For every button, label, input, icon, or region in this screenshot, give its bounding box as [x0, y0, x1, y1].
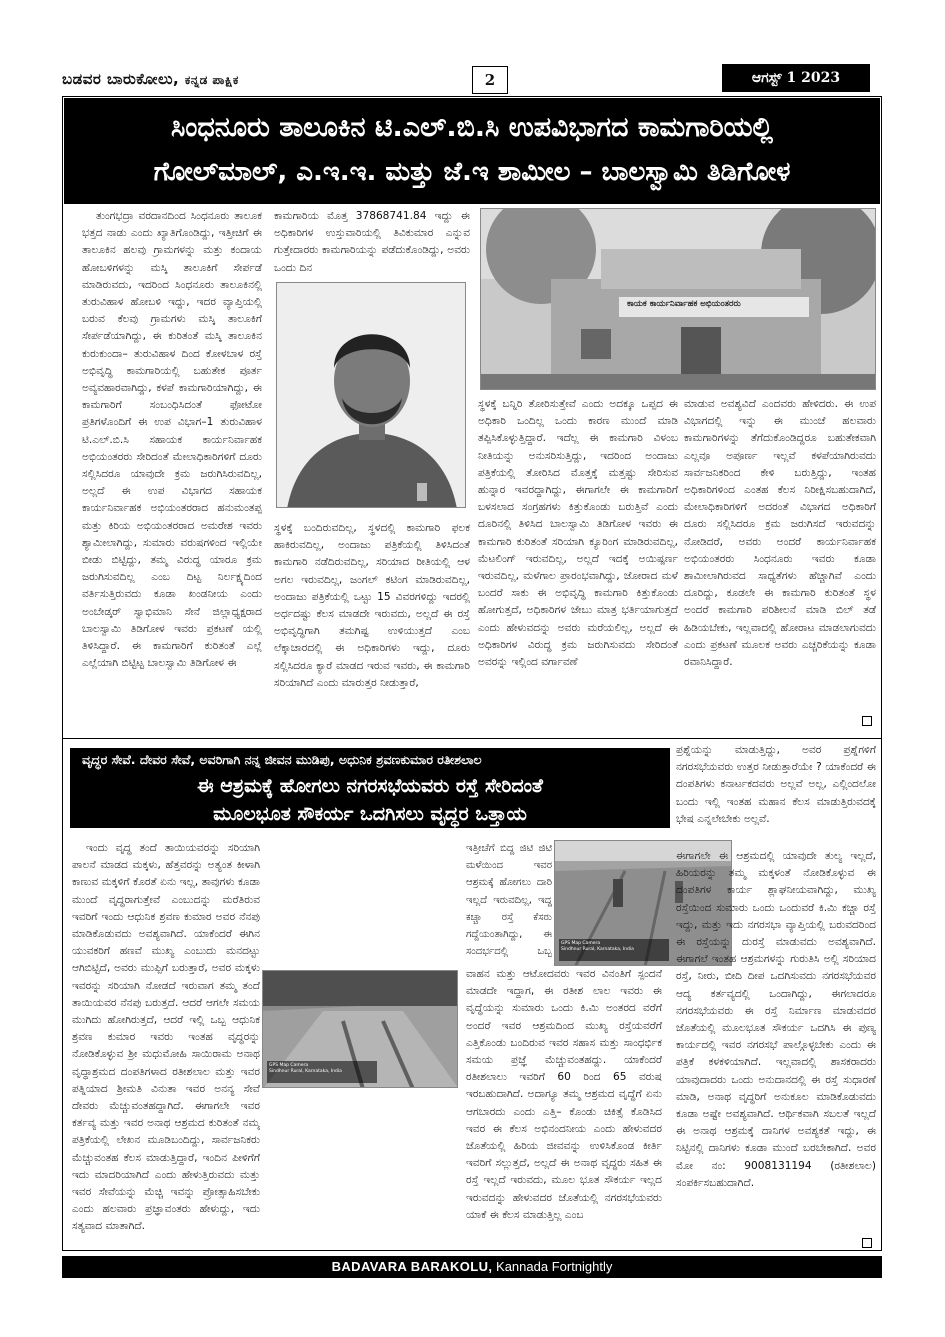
story1-end-mark [862, 716, 872, 726]
story2-headline [70, 772, 670, 828]
paper-subtitle: ಕನ್ನಡ ಪಾಕ್ಷಿಕ [184, 73, 239, 87]
story-divider [62, 738, 882, 739]
issue-date: ಆಗಸ್ಟ್ 1 2023 [722, 64, 870, 92]
person-portrait-image [277, 283, 466, 508]
story1-headline-line2: ಗೋಲ್‌ಮಾಲ್, ಎ.ಇ.ಇ. ಮತ್ತು ಜೆ.ಇ ಶಾಮೀಲ – ಬಾಲಸ್ವಾಮಿ ತಿಡಿಗೋಳ [153, 157, 791, 187]
story2-column-2-top: ಇತ್ತೀಚೆಗೆ ಬಿದ್ದ ಜಿಟಿ ಜಿಟಿ ಮಳೆಯಿಂದ ಇವರ ಆಶ್ರಮಕ್ಕೆ ಹೋಗಲು ದಾರಿ ಇಲ್ಲದೆ ಇರುವದಿಲ್ಲ, ಇದ್ದ ಕಚ್ಚಾ ರಸ್ತೆ ಕೆಸರು ಗದ್ದೆಯಂತಾಗಿದ್ದು, ಈ ಸಂದರ್ಭದಲ್ಲಿ ಒಬ್ಬ [466, 843, 552, 958]
story2-column-2-top-wide [262, 840, 458, 964]
gps-stamp-1-location: Sindhnur Rural, Karnataka, India [269, 1069, 342, 1074]
story1-column-2-bottom: ಸ್ಥಳಕ್ಕೆ ಬಂದಿರುವದಿಲ್ಲ, ಸ್ಥಳದಲ್ಲಿ ಕಾಮಗಾರಿ ಫಲಕ ಹಾಕಿರುವದಿಲ್ಲ, ಅಂದಾಜು ಪತ್ರಿಕೆಯಲ್ಲಿ ತಿಳಿಸಿದಂತೆ ಕಾಮಗಾರಿ ನಡೆದಿರುವದಿಲ್ಲ, ಸರಿಯಾದ ರೀತಿಯಲ್ಲಿ ಆಳ ಅಗಲ ಇರುವದಿಲ್ಲ, ಜಂಗಲ್ ಕಟಿಂಗ ಮಾಡಿರುವದಿಲ್ಲ, ಅಂದಾಜು ಪತ್ರಿಕೆಯಲ್ಲಿ ಒಟ್ಟು 15 ವಿವರಗಳಿದ್ದು ಇದರಲ್ಲಿ ಅರ್ಧದಷ್ಟು ಕೆಲಸ ಮಾಡದೇ ಇರುವದು, ಅಲ್ಲದೆ ಈ ರಸ್ತೆ ಅಭಿವೃದ್ಧಿಗಾಗಿ ತಮಗಿಷ್ಟ ಉಳಿಯುತ್ತದೆ ಎಂಬ ಲೆಕ್ಕಾಚಾರದಲ್ಲಿ ಈ ಅಧಿಕಾರಿಗಳು ಇದ್ದು, ದೂರು ಸಲ್ಲಿಸಿದರೂ ಕ್ಯಾರೆ ಮಾಡದ ಇರುವ ಇವರು, ಈ ಕಾಮಗಾರಿ ಸರಿಯಾಗಿದೆ ಎಂದು ಮಾರುತ್ತರ ನೀಡುತ್ತಾರೆ, [274, 522, 470, 689]
footer-paper-name: BADAVARA BARAKOLU, [331, 1259, 493, 1274]
story1-column-1: ತುಂಗಭದ್ರಾ ವರದಾನದಿಂದ ಸಿಂಧನೂರು ತಾಲೂಕ ಭತ್ತದ ನಾಡು ಎಂದು ಖ್ಯಾತಿಗೊಂಡಿದ್ದು, ಇತ್ತೀಚಿಗೆ ಈ ತಾಲೂಕಿನ ಹಲವು ಗ್ರಾಮಗಳನ್ನು ಮತ್ತು ಕಂದಾಯ ಹೋಬಳಿಗಳನ್ನು ಮಸ್ಕಿ ತಾಲೂಕಿಗೆ ಸೇರ್ಪಡೆ ಮಾಡಿರುವದು, ಇದರಿಂದ ಸಿಂಧನೂರು ತಾಲೂಕಿನಲ್ಲಿ ತುರುವಿಹಾಳ ಹೋಬಳಿ ಇದ್ದು, ಇದರ ವ್ಯಾಪ್ತಿಯಲ್ಲಿ ಬರುವ ಕೆಲವು ಗ್ರಾಮಗಳು ಮಸ್ಕಿ ತಾಲೂಕಿಗೆ ಸೇರ್ಪಡೆಯಾಗಿದ್ದು, ಈ ಕುರಿತಂತೆ ಮಸ್ಕಿ ತಾಲೂಕಿನ ಕುರುಕುಂದಾ– ತುರುವಿಹಾಳ ದಿಂದ ಕೋಳಬಾಳ ರಸ್ತೆ ಅಭಿವೃದ್ಧಿ ಕಾಮಗಾರಿಯಲ್ಲಿ ಬಹುತೇಕ ಪೂರ್ತ ಅವ್ಯವಹಾರವಾಗಿದ್ದು, ಕಳಪೆ ಕಾಮಗಾರಿಯಾಗಿದ್ದು, ಈ ಕಾಮಗಾರಿಗೆ ಸಂಬಂಧಿಸಿದಂತೆ ಫೋಟೋ ಪ್ರತಿಗಳೊಂದಿಗೆ ಈ ಉಪ ವಿಭಾಗ–1 ತುರುವಿಹಾಳ ಟಿ.ಎಲ್.ಬಿ.ಸಿ ಸಹಾಯಕ ಕಾರ್ಯನಿರ್ವಾಹಕ ಅಭಿಯಂತರರು ಸೇರಿದಂತೆ ಮೇಲಾಧಿಕಾರಿಗಳಿಗೆ ದೂರು ಸಲ್ಲಿಸಿದರೂ ಯಾವುದೇ ಕ್ರಮ ಜರುಗಿಸಿರುವದಿಲ್ಲ, ಅಲ್ಲದೆ ಈ ಉಪ ವಿಭಾಗದ ಸಹಾಯಕ ಕಾರ್ಯನಿರ್ವಾಹಕ ಅಭಿಯಂತರರಾದ ಹನುಮಂತಪ್ಪ ಮತ್ತು ಕಿರಿಯ ಅಭಿಯಂತರರಾದ ಅಮರೇಶ ಇವರು ಶ್ಯಾಮೀಲಾಗಿದ್ದು, ಸುಮಾರು ವರುಷಗಳಿಂದ ಇಲ್ಲಿಯೇ ಬೀಡು ಬಿಟ್ಟಿದ್ದು, ತಮ್ಮ ವಿರುದ್ಧ ಯಾರೂ ಕ್ರಮ ಜರುಗಿಸುವದಿಲ್ಲ ಎಂಬ ದಿಟ್ಟ ನಿರ್ಲಕ್ಷ್ಯದಿಂದ ವರ್ತಿಸುತ್ತಿರುವದು ಕೂಡಾ ಖಂಡನೀಯ ಎಂದು ಅಂಬೇಡ್ಕರ್ ಸ್ವಾಭಿಮಾನಿ ಸೇನೆ ಜಿಲ್ಲಾಧ್ಯಕ್ಷರಾದ ಬಾಲಸ್ವಾಮಿ ತಿಡಿಗೋಳ ಇವರು ಪ್ರಕಟಣೆ ಯಲ್ಲಿ ತಿಳಿಸಿದ್ದಾರೆ. ಈ ಕಾಮಗಾರಿಗೆ ಕುರಿತಂತೆ ಎಲ್ಲೆ ಎಲ್ಲೆಯಾಗಿ ಬಿಟ್ಟಿಟ್ಟ ಬಾಲಸ್ವಾಮಿ ತಿಡಿಗೋಳ ಈ [82, 210, 262, 670]
story2-column-2-bottom: ವಾಹನ ಮತ್ತು ಆಟೋದವರು ಇವರ ವಿನಂತಿಗೆ ಸ್ಪಂದನೆ ಮಾಡದೇ ಇದ್ದಾಗ, ಈ ರತೀಶ ಲಾಲ ಇವರು ಈ ವೃದ್ಧೆಯನ್ನು ಸುಮಾರು ಒಂದು ಕಿ.ಮಿ ಅಂತರದ ವರೆಗೆ ಅಂದರೆ ಇವರ ಆಶ್ರಮದಿಂದ ಮುಖ್ಯ ರಸ್ತೆಯವರೆಗೆ ಎತ್ತಿಕೊಂಡು ಬಂದಿರುವ ಇವರ ಸಹಾಸ ಮತ್ತು ಸಾಂಧರ್ಭಿಕ ಸಮಯ ಪ್ರಜ್ಞೆ ಮೆಚ್ಚುವಂತಹದ್ದು. ಯಾಕೆಂದರೆ ರತೀಶಲಾಲು ಇವರಿಗೆ 60 ರಿಂದ 65 ವರುಷ ಇರಬಹುದಾಗಿದೆ. ಅದಾಗ್ಯೂ ತಮ್ಮ ಆಶ್ರಮದ ವೃದ್ಧೆಗೆ ಏನು ಆಗಬಾರದು ಎಂದು ಎತ್ತಿ– ಕೊಂಡು ಚಿಕಿತ್ಸೆ ಕೊಡಿಸಿದ ಇವರ ಈ ಕೆಲಸ ಅಭಿನಂದನೀಯ ಎಂದು ಹೇಳುವದರ ಜೊತೆಯಲ್ಲಿ ಹಿರಿಯ ಜೀವವನ್ನು ಉಳಿಸಿಕೊಂಡ ಕೀರ್ತಿ ಇವರಿಗೆ ಸಲ್ಲುತ್ತದೆ, ಅಲ್ಲದೆ ಈ ಅನಾಥ ವೃದ್ಧರು ಸಹಿತ ಈ ರಸ್ತೆ ಇಲ್ಲದೆ ಇರುವದು, ಮೂಲ ಭೂತ ಸೌಕರ್ಯ ಇಲ್ಲದ ಇರುವದನ್ನು ಹೇಳುವದರ ಜೊತೆಯಲ್ಲಿ ನಗರಸಭೆಯವರು ಯಾಕೆ ಈ ಕೆಲಸ ಮಾಡುತ್ತಿಲ್ಲ ಎಂಬ [466, 968, 662, 1221]
story2-headline-line1: ಈ ಆಶ್ರಮಕ್ಕೆ ಹೋಗಲು ನಗರಸಭೆಯವರು ರಸ್ತೆ ಸೇರಿದಂತೆ [197, 775, 543, 797]
gps-stamp-1-title: GPS Map Camera [269, 1063, 309, 1068]
paper-name: ಬಡವರ ಬಾರುಕೋಲು, [62, 70, 180, 88]
story1-headline [64, 98, 880, 204]
page-number: 2 [472, 66, 508, 94]
gps-stamp-2 [559, 939, 669, 961]
person-photo [276, 282, 466, 508]
footer-paper-sub: Kannada Fortnightly [496, 1259, 613, 1274]
gps-stamp-2-location: Sindhnur Rural, Karnataka, India [561, 947, 634, 952]
office-sign-text: ಕಾಯಕ ಕಾರ್ಯನಿರ್ವಾಹಕ ಅಭಿಯಂತರರು [627, 299, 741, 309]
story2-subhead: ವೃದ್ಧರ ಸೇವೆ. ದೇವರ ಸೇವೆ, ಅವರಿಗಾಗಿ ನನ್ನ ಜೀವನ ಮುಡಿಪು, ಅಧುನಿಕ ಶ್ರವಣಕುಮಾರ ರತೀಶಲಾಲ [70, 748, 670, 772]
masthead [62, 70, 239, 88]
story2-right-top: ಪ್ರಶ್ನೆಯನ್ನು ಮಾಡುತ್ತಿದ್ದು, ಅವರ ಪ್ರಶ್ನೆಗಳಿಗೆ ನಗರಸಭೆಯವರು ಉತ್ತರ ನೀಡುತ್ತಾರೆಯೇ ? ಯಾಕೆಂದರೆ ಈ ದಂಪತಿಗಳು ಕನಾರ್ಟಕದವರು ಅಲ್ಲವೆ ಅಲ್ಲ, ಎಲ್ಲಿಂದಲೋ ಬಂದು ಇಲ್ಲಿ ಇಂತಹ ಮಹಾನ ಕೆಲಸ ಮಾಡುತ್ತಿರುವದಕ್ಕೆ ಭೇಷ ಎನ್ನಲೇಬೇಕು ಅಲ್ಲವೆ. [676, 744, 876, 825]
story2-column-3: ಈಗಾಗಲೇ ಈ ಆಶ್ರಮದಲ್ಲಿ ಯಾವುದೇ ತುಲ್ಯ ಇಲ್ಲದೆ, ಹಿರಿಯರನ್ನು ತಮ್ಮ ಮಕ್ಕಳಂತೆ ನೋಡಿಕೊಳ್ಳುವ ಈ ದಂಪತಿಗಳ ಕಾರ್ಯ ಶ್ಲಾಘನೀಯವಾಗಿದ್ದು, ಮುಖ್ಯ ರಸ್ತೆಯಿಂದ ಸುಮಾರು ಒಂದು ಒಂದುವರೆ ಕಿ.ಮಿ ಕಚ್ಚಾ ರಸ್ತೆ ಇದ್ದು, ಮತ್ತು ಇದು ನಗರಸಭಾ ವ್ಯಾಪ್ತಿಯಲ್ಲಿ ಬರುವದರಿಂದ ಈ ರಸ್ತೆಯನ್ನು ದುರಸ್ತೆ ಮಾಡುವದು ಅವಶ್ಯವಾಗಿದೆ. ಈಗಾಗಲೆ ಇಂತಹ ಆಶ್ರಮಗಳನ್ನು ಗುರುತಿಸಿ ಅಲ್ಲಿ ಸರಿಯಾದ ರಸ್ತೆ, ನೀರು, ಬೀದಿ ದೀಪ ಒದಗಿಸುವದು ನಗರಸಭೆಯವರ ಆದ್ಯ ಕರ್ತವ್ಯದಲ್ಲಿ ಒಂದಾಗಿದ್ದು, ಈಗಲಾದರೂ ನಗರಸಭೆಯವರು ಈ ರಸ್ತೆ ನಿರ್ಮಾಣ ಮಾಡುವದರ ಜೊತೆಯಲ್ಲಿ ಮೂಲಭೂತ ಸೌಕರ್ಯ ಒದಗಿಸಿ ಈ ಪುಣ್ಯ ಕಾರ್ಯದಲ್ಲಿ ಇವರ ನಗರಸಭೆ ಪಾಲ್ಗೊಳ್ಳಬೇಕು ಎಂದು ಈ ಪತ್ರಿಕೆ ಕಳಕಳಿಯಾಗಿದೆ. ಇಲ್ಲವಾದಲ್ಲಿ ಶಾಸಕರಾದರು ಯಾವುದಾದರು ಒಂದು ಅನುದಾನದಲ್ಲಿ ಈ ರಸ್ತೆ ಸುಧಾರಣೆ ಮಾಡಿ, ಅನಾಥ ವೃದ್ಧರಿಗೆ ಅನುಕೂಲ ಮಾಡಿಕೊಡುವದು ಕೂಡಾ ಅಷ್ಟೇ ಅವಶ್ಯವಾಗಿದೆ. ಆರ್ಥಿಕವಾಗಿ ಸಬಲತೆ ಇಲ್ಲದೆ ಈ ಅನಾಥ ಆಶ್ರಮಕ್ಕೆ ದಾನಿಗಳ ಅವಶ್ಯಕತೆ ಇದ್ದು, ಈ ನಿಟ್ಟಿನಲ್ಲಿ ದಾನಿಗಳು ಕೂಡಾ ಮುಂದೆ ಬರಬೇಕಾಗಿದೆ. ಅವರ ಮೋ ನಂ: 9008131194 (ರತೀಶಲಾಲ) ಸಂಪರ್ಕಿಸಬಹುದಾಗಿದೆ. [676, 850, 876, 1189]
story2-column-1: ಇಂದು ವೃದ್ಧ ತಂದೆ ತಾಯಿಯವರನ್ನು ಸರಿಯಾಗಿ ಪಾಲನೆ ಮಾಡದ ಮಕ್ಕಳು, ಹೆತ್ತವರನ್ನು ಅತ್ಯಂತ ಕೀಳಾಗಿ ಕಾಣುವ ಮಕ್ಕಳಿಗೆ ಕೊರತೆ ಏನು ಇಲ್ಲ, ತಾವುಗಳು ಕೂಡಾ ಮುಂದೆ ವೃದ್ಧರಾಗುತ್ತೇವೆ ಎಂಬುದನ್ನು ಮರೆತಿರುವ ಇವರಿಗೆ ಇಂದು ಆಧುನಿಕ ಶ್ರವಣ ಕುಮಾರ ಅವರ ನೆನಪು ಮಾಡಿಕೊಡುವದು ಅವಶ್ಯವಾಗಿದೆ. ಯಾಕೆಂದರೆ ಈಗಿನ ಯುವಕರಿಗೆ ಹಣವೆ ಮುಖ್ಯ ಎಂಬುದು ಮನದಟ್ಟು ಆಗಿಬಿಟ್ಟಿದೆ, ಅವರು ಮುಪ್ಪಿಗೆ ಬರುತ್ತಾರೆ, ಅವರ ಮಕ್ಕಳು ಇವರನ್ನು ಸರಿಯಾಗಿ ನೋಡದೆ ಇರುವಾಗ ತಮ್ಮ ತಂದೆ ತಾಯಿಯವರ ನೆನಪು ಬರುತ್ತದೆ. ಆದರೆ ಆಗಲೇ ಸಮಯ ಮುಗಿದು ಹೋಗಿರುತ್ತದೆ, ಆದರೆ ಇಲ್ಲಿ ಒಬ್ಬ ಆಧುನಿಕ ಶ್ರವಣ ಕುಮಾರ ಇವರು ಇಂತಹ ವೃದ್ಧರನ್ನು ನೋಡಿಕೊಳ್ಳುವ ಶ್ರೀ ಮಧುಮೋಹಿ ಸಾಯಿರಾಮ ಅನಾಥ ವೃದ್ಧಾಶ್ರಮದ ದಂಪತಿಗಳಾದ ರತೀಶಲಾಲ ಮತ್ತು ಇವರ ಪತ್ನಿಯಾದ ಶ್ರೀಮತಿ ವಿನುತಾ ಇವರ ಅನನ್ಯ ಸೇವೆ ದೇವರು ಮೆಚ್ಚುವಂತಹದ್ದಾಗಿದೆ. ಈಗಾಗಲೇ ಇವರ ಕರ್ತವ್ಯ ಮತ್ತು ಇವರ ಅನಾಥ ಆಶ್ರಮದ ಕುರಿತಂತೆ ನಮ್ಮ ಪತ್ರಿಕೆಯಲ್ಲಿ ಲೇಖನ ಮೂಡಿಬಂದಿದ್ದು, ಸಾರ್ವಜನಿಕರು ಮೆಚ್ಚುವಂತಹ ಕೆಲಸ ಮಾಡುತ್ತಿದ್ದಾರೆ, ಇಂದಿನ ಪೀಳಿಗೆಗೆ ಇದು ಮಾದರಿಯಾಗಿದೆ ಎಂದು ಹೇಳುತ್ತಿರುವದು ಮತ್ತು ಇವರ ಸೇವೆಯನ್ನು ಮೆಚ್ಚಿ ಇವನ್ನು ಪ್ರೋತ್ಸಾಹಿಸಬೇಕು ಎಂದು ಹಲವಾರು ಪ್ರಜ್ಞಾವಂತರು ಹೇಳುದ್ದು, ಇದು ಸತ್ಯವಾದ ಮಾತಾಗಿದೆ. [72, 842, 260, 1233]
story1-column-4: ಮಾಡುವ ಅವಶ್ಯವಿದೆ ಎಂದವರು ಹೇಳಿದರು. ಈ ಉಪ ವಿಭಾಗದಲ್ಲಿ ಇನ್ನು ಈ ಮುಂಚೆ ಹಲವಾರು ಕಾಮಗಾರಿಗಳನ್ನು ತೆಗೆದುಕೊಂಡಿದ್ದರೂ ಬಹುತೇಕವಾಗಿ ಎಲ್ಲವೂ ಅಪೂರ್ಣ ಇಲ್ಲವೆ ಕಳಪೆಯಾಗಿರುವದು ಸಾರ್ವಜನಿಕರಿಂದ ಕೇಳಿ ಬರುತ್ತಿದ್ದು, ಇಂತಹ ಅಧಿಕಾರಿಗಳಿಂದ ಎಂತಹ ಕೆಲಸ ನಿರೀಕ್ಷಿಸಬಹುದಾಗಿದೆ, ಮೇಲಾಧಿಕಾರಿಗಳಿಗೆ ಅದರಂತೆ ವಿಭಾಗದ ಅಧಿಕಾರಿಗೆ ದೂರು ಸಲ್ಲಿಸಿದರೂ ಕ್ರಮ ಜರುಗಿಸದೆ ಇರುವದನ್ನು ನೋಡಿದರೆ, ಅವರು ಅಂದರೆ ಕಾರ್ಯನಿರ್ವಾಹಕ ಅಭಿಯಂತರರು ಸಿಂಧನೂರು ಇವರು ಕೂಡಾ ಶಾಮೀಲಾಗಿರುವದ ಸಾಧ್ಯತೆಗಳು ಹೆಚ್ಚಾಗಿವೆ ಎಂದು ದೂರಿದ್ದು, ಕೂಡಲೇ ಈ ಕಾಮಗಾರಿ ಕುರಿತಂತೆ ಸ್ಥಳ ಅಂದರೆ ಕಾಮಗಾರಿ ಪರಿಶೀಲನೆ ಮಾಡಿ ಬಿಲ್ ತಡೆ ಹಿಡಿಯಬೇಕು, ಇಲ್ಲವಾದಲ್ಲಿ ಹೋರಾಟ ಮಾಡಲಾಗುವದು ಎಂದು ಪ್ರಕಟಣೆ ಮೂಲಕ ಅವರು ಎಚ್ಚರಿಕೆಯನ್ನು ಕೂಡಾ ರವಾನಿಸಿದ್ದಾರೆ. [684, 398, 876, 669]
gps-stamp-1 [267, 1061, 377, 1083]
muddy-road-photo-1 [262, 970, 458, 1088]
footer-bar [62, 1256, 882, 1278]
office-building-photo [480, 208, 876, 390]
story2-end-mark [862, 1238, 872, 1248]
story1-headline-line1: ಸಿಂಧನೂರು ತಾಲೂಕಿನ ಟಿ.ಎಲ್.ಬಿ.ಸಿ ಉಪವಿಭಾಗದ ಕಾಮಗಾರಿಯಲ್ಲಿ [171, 112, 773, 143]
gps-stamp-2-title: GPS Map Camera [561, 941, 601, 946]
story2-headline-line2: ಮೂಲಭೂತ ಸೌಕರ್ಯ ಒದಗಿಸಲು ವೃದ್ಧರ ಒತ್ತಾಯ [213, 803, 527, 825]
story1-column-2-top: ಕಾಮಗಾರಿಯ ಮೊತ್ತ 37868741.84 ಇದ್ದು ಈ ಅಧಿಕಾರಿಗಳ ಉಸ್ತುವಾರಿಯಲ್ಲಿ ತಿವಿಕುಮಾರ ಎನ್ನುವ ಗುತ್ತೇದಾರರು ಕಾಮಗಾರಿಯನ್ನು ಪಡೆದುಕೊಂಡಿದ್ದು, ಅವರು ಒಂದು ದಿನ [274, 210, 470, 274]
story1-column-3: ಸ್ಥಳಕ್ಕೆ ಬನ್ನಿರಿ ತೋರಿಸುತ್ತೇವೆ ಎಂದು ಅದಕ್ಕೂ ಒಪ್ಪದ ಈ ಅಧಿಕಾರಿ ಒಂದಿಲ್ಲ ಒಂದು ಕಾರಣ ಮುಂದೆ ಮಾಡಿ ತಪ್ಪಿಸಿಕೊಳ್ಳುತ್ತಿದ್ದಾರೆ. ಇದೆಲ್ಲ ಈ ಕಾಮಗಾರಿ ವಿಳಂಬ ನೀತಿಯನ್ನು ಅನುಸರಿಸುತ್ತಿದ್ದು, ಇದರಿಂದ ಅಂದಾಜು ಪತ್ರಿಕೆಯಲ್ಲಿ ತೋರಿಸಿದ ಮೊತ್ತಕ್ಕೆ ಮತ್ತಷ್ಟು ಸೇರಿಸುವ ಹುನ್ನಾರ ಇವರದ್ದಾಗಿದ್ದು, ಈಗಾಗಲೇ ಈ ಕಾಮಗಾರಿಗೆ ಬಳಸಲಾದ ಸಂಗ್ರಹಗಳು ಕಿತ್ತುಕೊಂಡು ಬರುತ್ತಿವೆ ಎಂದು ದೂರಿನಲ್ಲಿ ತಿಳಿಸಿದ ಬಾಲಸ್ವಾಮಿ ತಿಡಿಗೋಳ ಇವರು ಈ ಕಾಮಗಾರಿ ಕುರಿತಂತೆ ಸರಿಯಾಗಿ ಕ್ಯೂರಿಂಗ ಮಾಡಿರುವದಿಲ್ಲ, ಮೆಟಲಿಂಗ್ ಇರುವದಿಲ್ಲ, ಅಲ್ಲದೆ ಇದಕ್ಕೆ ಅಯಿಷ್ಪರ್ಣ ಇರುವದಿಲ್ಲ, ಮಳೆಗಾಲ ಪ್ರಾರಂಭವಾಗಿದ್ದು, ಜೋರಾದ ಮಳೆ ಬಂದರೆ ಸಾಕು ಈ ಅಭಿವೃದ್ಧಿ ಕಾಮಗಾರಿ ಕಿತ್ತುಕೊಂಡು ಹೋಗುತ್ತದೆ, ಅಧಿಕಾರಿಗಳ ಜೇಬು ಮಾತ್ರ ಭರ್ತಿಯಾಗುತ್ತದೆ ಎಂದು ಹೇಳುವದನ್ನು ಅವರು ಮರೆಯಲಿಲ್ಲ, ಅಲ್ಲದೆ ಈ ಅಧಿಕಾರಿಗಳ ವಿರುದ್ಧ ಕ್ರಮ ಜರುಗಿಸುವದು ಸೇರಿದಂತೆ ಅವರನ್ನು ಇಲ್ಲಿಂದ ವರ್ಗಾವಣೆ [478, 398, 678, 669]
